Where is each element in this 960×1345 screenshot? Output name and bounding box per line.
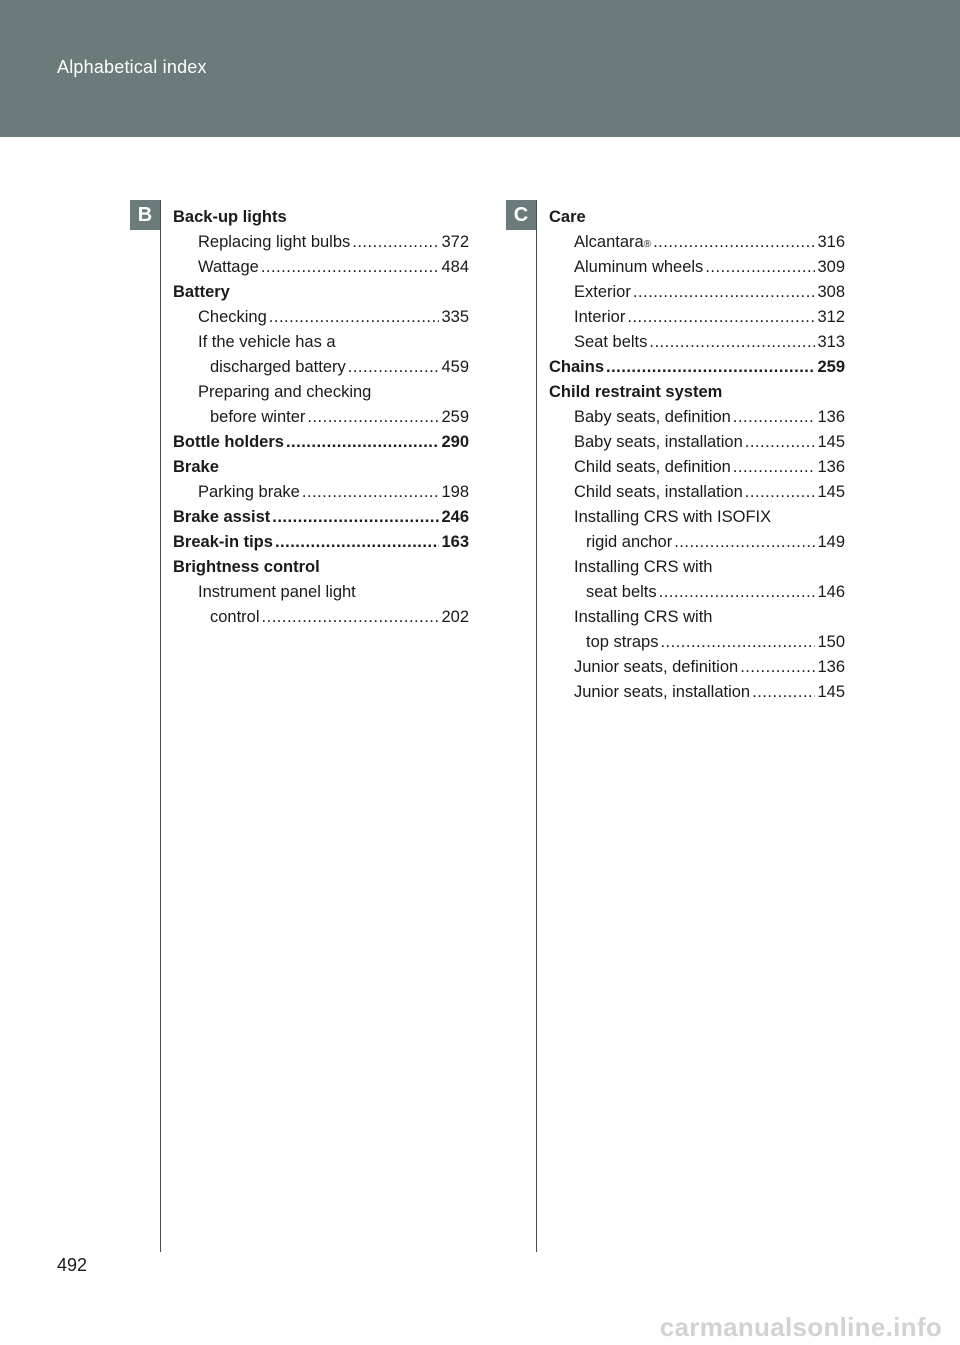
dot-leader — [705, 255, 815, 280]
index-subentry — [549, 580, 845, 605]
dot-leader — [740, 655, 815, 680]
index-heading — [173, 555, 469, 580]
index-subentry — [173, 305, 469, 330]
index-subentry — [549, 505, 845, 530]
index-subentry: Alcantara ® ..... 316 — [549, 230, 845, 255]
page-reference[interactable]: 313 — [817, 333, 845, 351]
dot-leader — [745, 430, 816, 455]
index-subentry — [549, 555, 845, 580]
index-subentry — [173, 580, 469, 605]
dot-leader — [659, 580, 816, 605]
entry-text: Checking — [198, 308, 267, 326]
page-reference[interactable]: 149 — [817, 533, 845, 551]
page-reference[interactable]: 290 — [441, 433, 469, 451]
dot-leader — [606, 355, 815, 380]
entry-text: Parking brake — [198, 483, 300, 501]
index-subentry — [173, 605, 469, 630]
entry-text: Battery — [173, 283, 230, 301]
page-reference[interactable]: 145 — [817, 433, 845, 451]
entry-text: Brake assist — [173, 508, 271, 526]
entry-text: If the vehicle has a — [198, 333, 336, 351]
entry-text: Break-in tips — [173, 533, 273, 551]
page-reference[interactable]: 312 — [817, 308, 845, 326]
page-reference[interactable]: 259 — [817, 358, 845, 376]
entry-text: Junior seats, definition — [574, 658, 739, 676]
entry-text: Chains — [549, 358, 605, 376]
dot-leader — [286, 430, 440, 455]
index-subentry — [173, 480, 469, 505]
dot-leader — [262, 605, 440, 630]
index-subentry — [549, 405, 845, 430]
dot-leader — [633, 280, 816, 305]
page-header — [0, 0, 960, 137]
page-reference[interactable]: 316 — [817, 233, 845, 251]
entry-text: Replacing light bulbs — [198, 233, 351, 251]
page-reference[interactable]: 136 — [817, 408, 845, 426]
entry-text: Baby seats, definition — [574, 408, 731, 426]
header-title: Alphabetical index — [57, 57, 207, 77]
index-subentry — [173, 330, 469, 355]
index-subentry — [549, 605, 845, 630]
index-heading — [549, 380, 845, 405]
dot-leader — [352, 230, 439, 255]
page-reference[interactable]: 335 — [441, 308, 469, 326]
entry-text: rigid anchor — [586, 533, 673, 551]
index-subentry — [549, 630, 845, 655]
index-subentry — [549, 305, 845, 330]
page-reference[interactable]: 259 — [441, 408, 469, 426]
section-letter-b: B — [130, 200, 160, 230]
page-reference[interactable]: 146 — [817, 583, 845, 601]
dot-leader — [745, 480, 816, 505]
page-reference[interactable]: 459 — [441, 358, 469, 376]
index-subentry — [549, 530, 845, 555]
index-subentry — [549, 280, 845, 305]
index-subentry — [173, 230, 469, 255]
entry-text: Junior seats, installation — [574, 683, 751, 701]
dot-leader — [307, 405, 439, 430]
index-subentry — [549, 255, 845, 280]
dot-leader — [733, 405, 816, 430]
index-heading — [549, 355, 845, 380]
entry-text: Interior — [574, 308, 626, 326]
page-reference[interactable]: 198 — [441, 483, 469, 501]
index-heading — [173, 280, 469, 305]
index-heading — [173, 205, 469, 230]
entry-text: Bottle holders — [173, 433, 284, 451]
index-heading — [173, 430, 469, 455]
page-reference[interactable]: 246 — [441, 508, 469, 526]
column-divider-c — [536, 200, 537, 1252]
entry-text: Installing CRS with — [574, 558, 713, 576]
watermark: carmanualsonline.info — [659, 1312, 942, 1342]
page-reference[interactable]: 308 — [817, 283, 845, 301]
index-column-c — [549, 205, 845, 705]
entry-text: Instrument panel light — [198, 583, 356, 601]
entry-text: Installing CRS with — [574, 608, 713, 626]
index-subentry — [173, 380, 469, 405]
dot-leader — [752, 680, 815, 705]
entry-text: Back-up lights — [173, 208, 287, 226]
page-reference[interactable]: 136 — [817, 458, 845, 476]
entry-text: Wattage — [198, 258, 259, 276]
entry-text: Baby seats, installation — [574, 433, 743, 451]
entry-text: Child seats, definition — [574, 458, 731, 476]
index-subentry — [549, 655, 845, 680]
page-reference[interactable]: 202 — [441, 608, 469, 626]
page-reference[interactable]: 372 — [441, 233, 469, 251]
dot-leader — [674, 530, 815, 555]
page-reference[interactable]: 309 — [817, 258, 845, 276]
index-subentry — [549, 480, 845, 505]
index-heading — [173, 530, 469, 555]
index-heading — [173, 455, 469, 480]
index-subentry — [173, 405, 469, 430]
dot-leader — [627, 305, 815, 330]
entry-text: before winter — [210, 408, 306, 426]
index-subentry — [173, 355, 469, 380]
dot-leader — [302, 480, 440, 505]
entry-text: Child seats, installation — [574, 483, 743, 501]
page-reference[interactable]: 145 — [817, 683, 845, 701]
page-reference[interactable]: 136 — [817, 658, 845, 676]
dot-leader — [649, 330, 815, 355]
dot-leader — [733, 455, 816, 480]
entry-text: Seat belts — [574, 333, 648, 351]
entry-text: Brightness control — [173, 558, 320, 576]
column-divider-b — [160, 200, 161, 1252]
entry-text: Alcantara — [574, 233, 644, 251]
dot-leader — [660, 630, 815, 655]
index-subentry — [549, 680, 845, 705]
page-number: 492 — [57, 1255, 88, 1275]
dot-leader — [653, 230, 815, 255]
dot-leader — [348, 355, 440, 380]
entry-text: top straps — [586, 633, 659, 651]
index-subentry — [549, 455, 845, 480]
dot-leader — [275, 530, 440, 555]
entry-text: Exterior — [574, 283, 631, 301]
entry-text: Care — [549, 208, 586, 226]
entry-text: control — [210, 608, 260, 626]
dot-leader — [272, 505, 439, 530]
index-subentry — [549, 430, 845, 455]
entry-text: seat belts — [586, 583, 657, 601]
page-reference[interactable]: 150 — [817, 633, 845, 651]
page-reference[interactable]: 163 — [441, 533, 469, 551]
entry-text: discharged battery — [210, 358, 346, 376]
entry-text: Child restraint system — [549, 383, 723, 401]
dot-leader — [269, 305, 440, 330]
section-letter-c: C — [506, 200, 536, 230]
dot-leader — [261, 255, 440, 280]
entry-text: Installing CRS with ISOFIX — [574, 508, 772, 526]
index-subentry — [173, 255, 469, 280]
index-subentry — [549, 330, 845, 355]
index-heading — [549, 205, 845, 230]
page-reference[interactable]: 145 — [817, 483, 845, 501]
index-column-b — [173, 205, 469, 630]
entry-text: Brake — [173, 458, 219, 476]
entry-text: Preparing and checking — [198, 383, 372, 401]
index-heading — [173, 505, 469, 530]
page-reference[interactable]: 484 — [441, 258, 469, 276]
entry-text: Aluminum wheels — [574, 258, 704, 276]
